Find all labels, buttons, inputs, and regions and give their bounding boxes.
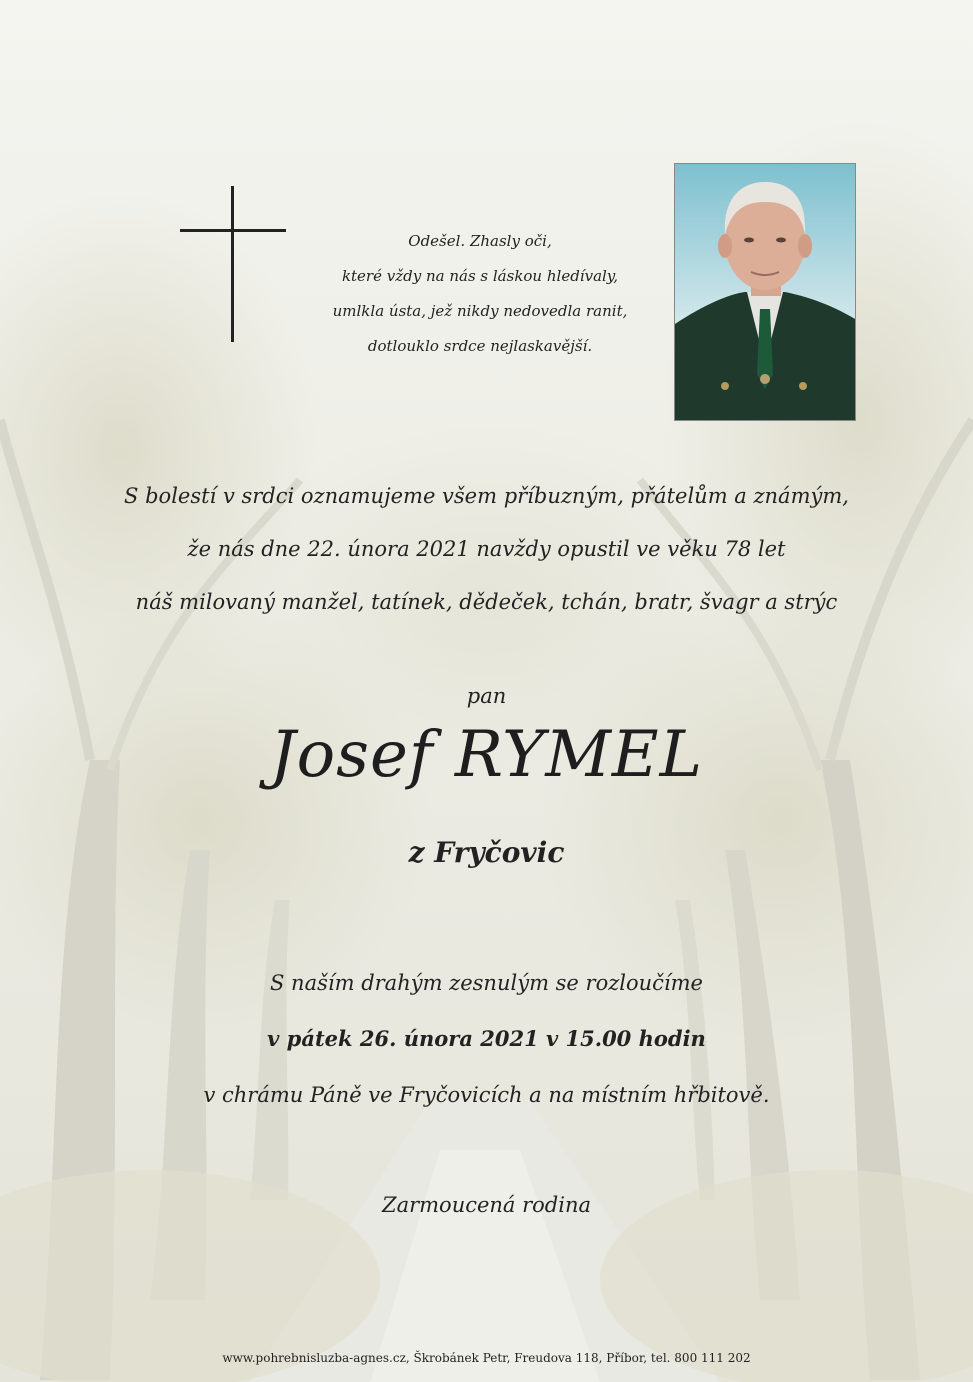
deceased-portrait-photo [674,163,856,421]
deceased-title: pan [466,684,507,708]
cross-icon [180,186,286,342]
funeral-place: v chrámu Páně ve Fryčovicích a na místním hřbitově. [203,1083,770,1107]
deceased-origin: z Fryčovic [408,836,565,869]
family-signature: Zarmoucená rodina [381,1193,592,1217]
funeral-details [100,955,873,1123]
funeral-datetime: v pátek 26. února 2021 v 15.00 hodin [267,1026,706,1051]
announcement-line: náš milovaný manžel, tatínek, dědeček, tchán, bratr, švagr a strýc [135,590,838,614]
poem-line: Odešel. Zhasly oči, [408,232,552,250]
funeral-intro: S naším drahým zesnulým se rozloučíme [270,971,703,995]
deceased-name: Josef RYMEL [269,718,704,792]
announcement-line: S bolestí v srdci oznamujeme všem příbuzným, přátelům a známým, [124,484,849,508]
announcement [100,470,873,629]
announcement-line: že nás dne 22. února 2021 navždy opustil ve věku 78 let [187,537,786,561]
poem [300,224,660,364]
poem-line: které vždy na nás s láskou hledívaly, [341,267,619,285]
poem-line: umlkla ústa, jež nikdy nedovedla ranit, [332,302,628,320]
funeral-service-footer: www.pohrebnisluzba-agnes.cz, Škrobánek Petr, Freudova 118, Příbor, tel. 800 111 202 [222,1351,751,1365]
poem-line: dotlouklo srdce nejlaskavější. [367,337,593,355]
